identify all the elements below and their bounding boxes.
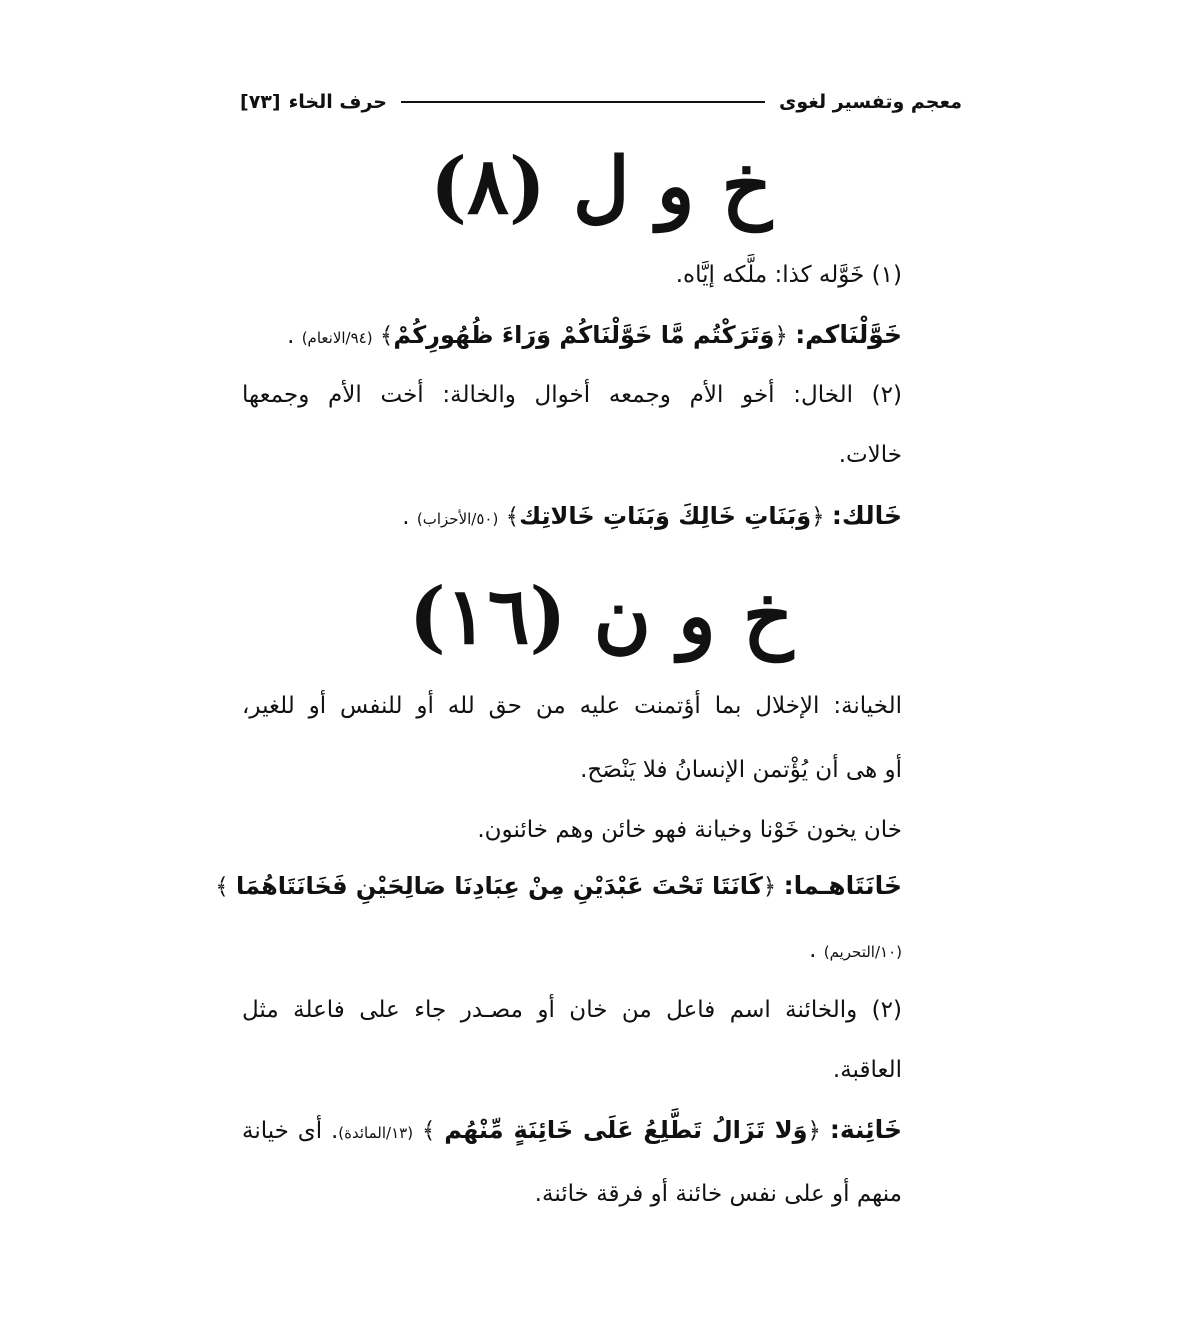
text-segment: ﴿ <box>811 504 832 530</box>
definition-line <box>242 255 902 295</box>
citation-reference-line <box>242 930 902 972</box>
root-heading-kh-w-l: خ و ل (٨) <box>430 141 772 232</box>
quran-citation-line <box>242 315 902 358</box>
text-segment: ﴿ <box>762 874 784 900</box>
section-title: حرف الخاء <box>288 91 387 113</box>
quran-citation-line <box>242 1110 902 1153</box>
definition-line <box>242 686 902 726</box>
header-rule <box>401 101 765 103</box>
text-segment: . <box>809 937 824 963</box>
root-heading-kh-w-n: خ و ن (١٦) <box>408 571 794 662</box>
verse-reference: (٩٤/الانعام) <box>301 329 373 347</box>
text-segment: . <box>402 504 417 530</box>
text-segment: ﴾ <box>372 323 394 349</box>
text-segment: خان يخون خَوْنا وخيانة فهو خائن وهم خائنون. <box>477 817 902 843</box>
text-segment: ﴾ <box>498 504 520 530</box>
verse-reference: (١٠/التحريم) <box>823 943 902 961</box>
text-segment: . <box>287 323 302 349</box>
headword: خَانَتَاهـما: <box>783 871 902 900</box>
definition-line <box>242 810 902 850</box>
definition-line <box>242 1050 902 1090</box>
text-segment: ﴿ <box>807 1118 830 1144</box>
text-segment: خالات. <box>838 442 902 468</box>
definition-line <box>242 375 902 415</box>
running-header <box>240 86 962 118</box>
verse-reference: (٥٠/الأحزاب) <box>416 510 499 528</box>
text-segment: أو هى أن يُؤْتمن الإنسانُ فلا يَنْصَح. <box>580 757 902 783</box>
definition-line <box>242 990 902 1030</box>
text-segment: . أى خيانة <box>242 1118 339 1144</box>
text-segment: ﴿ <box>774 323 796 349</box>
quran-citation-line <box>215 866 902 907</box>
headword: خَالك: <box>831 501 902 530</box>
text-segment: العاقبة. <box>832 1057 902 1083</box>
headword: خَائِنة: <box>829 1115 902 1144</box>
quran-verse: وَتَرَكْتُم مَّا خَوَّلْنَاكُمْ وَرَاءَ ظُهُورِكُمْ <box>393 321 775 349</box>
quran-verse: وَبَنَاتِ خَالِكَ وَبَنَاتِ خَالاتِك <box>519 502 812 530</box>
book-title: معجم وتفسير لغوى <box>778 91 962 113</box>
quran-verse: وَلا تَزَالُ تَطَّلِعُ عَلَى خَائِنَةٍ مِّنْهُم <box>444 1116 808 1144</box>
page-number: [٧٣] <box>240 91 281 113</box>
text-segment: منهم أو على نفس خائنة أو فرقة خائنة. <box>534 1181 902 1207</box>
text-segment: الخيانة: الإخلال بما أؤتمنت عليه من حق لله أو للنفس أو للغير، <box>242 693 902 719</box>
text-segment: (٢) الخال: أخو الأم وجمعه أخوال والخالة: أخت الأم وجمعها <box>242 382 902 408</box>
text-segment: ﴾ <box>215 874 236 900</box>
definition-line <box>242 1174 902 1214</box>
quran-citation-line <box>242 496 902 539</box>
quran-verse: كَانَتَا تَحْتَ عَبْدَيْنِ مِنْ عِبَادِنَا صَالِحَيْنِ فَخَانَتَاهُمَا <box>235 872 763 900</box>
headword: خَوَّلْنَاكم: <box>795 320 902 349</box>
definition-line <box>242 750 902 790</box>
text-segment: (٢) والخائنة اسم فاعل من خان أو مصـدر جاء على فاعلة مثل <box>242 997 902 1023</box>
verse-reference: (١٣/المائدة) <box>338 1124 414 1142</box>
text-segment: ﴾ <box>413 1118 445 1144</box>
definition-line <box>242 435 902 475</box>
text-segment: (١) خَوَّله كذا: ملَّكه إيَّاه. <box>675 262 902 288</box>
